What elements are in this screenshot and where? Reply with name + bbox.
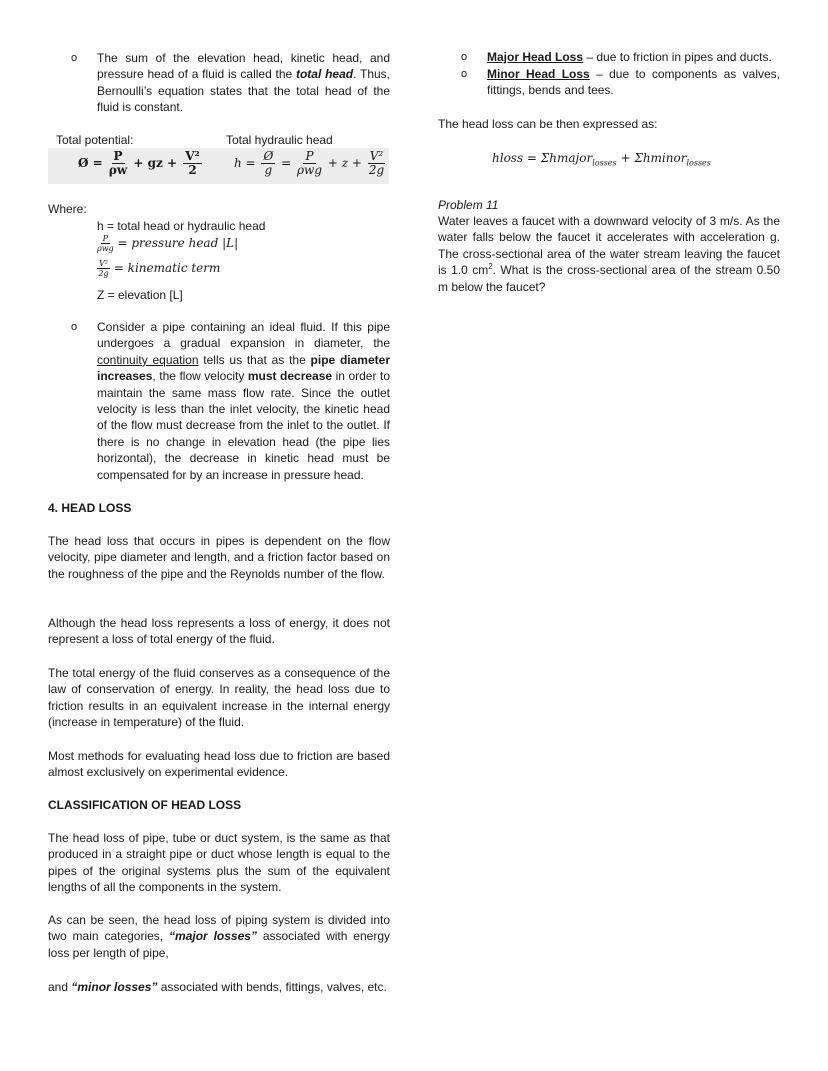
bullet-icon: o [71,321,78,333]
paragraph: The total energy of the fluid conserves as a consequence of the law of conservation of energy. In reality, the head loss due to friction results in an equivalent increase in the internal energy (increase in temperature) of the fluid. [48,666,390,730]
emphasis: “minor losses” [71,980,158,994]
eq-sub: losses [686,158,711,168]
text: As can be seen, the head loss of piping system is divided into two main categories, [48,913,390,944]
bullet-total-head [71,50,391,116]
heading-classification: CLASSIFICATION OF HEAD LOSS [48,798,242,812]
major-loss-label: Major Head Loss [487,50,584,64]
eq-part: hloss = Σhmajor [492,151,593,165]
equation-head-loss [492,150,711,172]
link-continuity-equation: continuity equation [97,352,199,367]
eq-den: ρwg [97,244,114,253]
total-potential-label: Total potential: [56,133,134,147]
eq-sub: losses [592,158,617,168]
paragraph: The head loss can be then expressed as: [438,117,658,131]
eq-num: P [305,149,314,163]
eq-num: V² [99,259,108,268]
eq-den: g [264,163,273,177]
text: tells us that as the [198,352,311,367]
eq-equals: = [281,156,292,170]
text: . What is the cross-sectional area of the stream 0.50 m below the faucet? [438,263,781,294]
bullet-pipe-expansion [71,319,390,483]
text: , the flow velocity [152,369,248,384]
problem-title: Problem 11 [438,198,499,212]
text: The sum of the elevation head, kinetic head, and pressure head of a fluid is called the [97,51,390,82]
bullet-icon: o [461,51,468,63]
total-hydraulic-label: Total hydraulic head [226,133,333,147]
problem-text [438,213,780,295]
eq-num: P [113,149,123,163]
eq-part: + Σhminor [616,151,687,165]
text: Consider a pipe containing an ideal fluid. If this pipe undergoes a gradual expansion in diameter, the [97,320,390,351]
paragraph: The head loss of pipe, tube or duct system, is the same as that produced in a straight pipe or duct whose length is equal to the pipes of the original systems plus the sum of the equivalent lengths of all the components in the system. [48,831,390,895]
bullet-icon: o [461,68,468,80]
text: associated with bends, fittings, valves, etc. [157,980,387,994]
bullet-icon: o [71,52,78,64]
equation-hydraulic-head [234,150,387,177]
text: Water leaves a faucet with a downward velocity of 3 m/s. As the water falls below the faucet it accelerates with acceleration g. The cross-sectional area of the water stream leaving the faucet is 1.0 cm [438,214,780,278]
eq-mid: + z + [327,156,362,170]
eq-den: 2g [98,269,109,278]
eq-den: 2g [368,163,385,177]
emphasis: pipe diameter increases [97,352,390,384]
eq-num: V² [369,149,384,163]
superscript: 2 [488,262,493,272]
text: associated with energy loss per length of pipe, [48,929,390,960]
where-label: Where: [48,202,87,216]
paragraph [48,979,390,995]
eq-den: ρw [108,163,128,177]
eq-lhs: Ø = [78,156,103,170]
minor-loss-label: Minor Head Loss [487,67,590,81]
def-text: = pressure head |L| [117,236,239,250]
eq-num: P [102,234,109,243]
eq-mid: + gz + [133,156,178,170]
def-pressure-head [97,234,238,253]
emphasis: total head [295,67,354,82]
text: – due to friction in pipes and ducts. [583,50,772,64]
emphasis: must decrease [247,369,333,384]
paragraph: The head loss that occurs in pipes is dependent on the flow velocity, pipe diameter and length, and a friction factor based on the roughness of the pipe and the Reynolds number of the flow. [48,534,390,581]
paragraph [48,912,390,961]
bullet-minor-loss [461,66,780,99]
eq-lhs: h = [234,156,256,170]
text: . Thus, Bernoulli’s equation states that the total head of the fluid is constant. [97,67,391,115]
heading-head-loss: 4. HEAD LOSS [48,501,132,515]
eq-num: Ø [263,149,274,163]
text: and [48,980,72,994]
text: in order to maintain the same mass flow rate. Since the outlet velocity is less than the inlet velocity, the kinetic head of the flow must decrease from the inlet to the outlet. If there is no change in elevation head (the pipe lies horizontal), the decrease in kinetic head must be compensated for by an increase in pressure head. [97,369,390,482]
emphasis: “major losses” [169,929,257,944]
paragraph: Although the head loss represents a loss of energy, it does not represent a loss of total energy of the fluid. [48,616,390,647]
bullet-major-loss [461,49,780,65]
def-text: = kinematic term [113,261,221,275]
equation-total-potential [78,150,204,177]
eq-den: 2 [188,163,197,177]
paragraph: Most methods for evaluating head loss due to friction are based almost exclusively on experimental evidence. [48,749,390,780]
eq-den: ρwg [297,163,323,177]
text: – due to components as valves, fittings, bends and tees. [487,67,780,98]
def-h: h = total head or hydraulic head [97,219,266,233]
eq-num: V² [185,149,200,163]
def-z: Z = elevation [L] [97,288,183,302]
def-kinematic [97,259,220,278]
